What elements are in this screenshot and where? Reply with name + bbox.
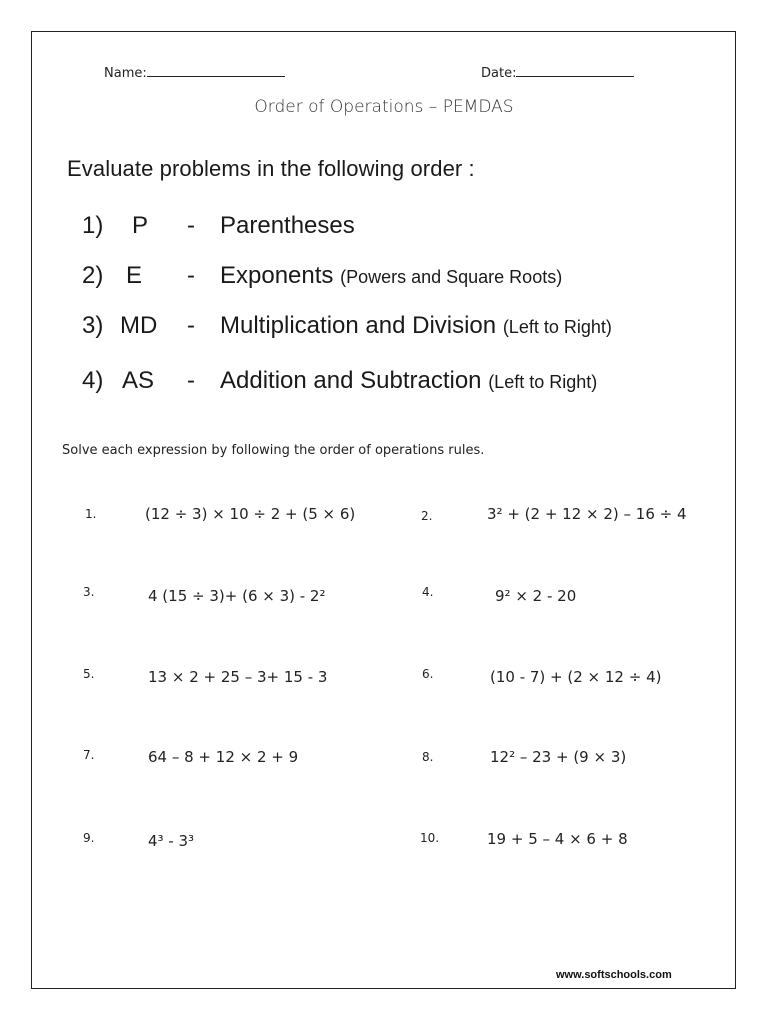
step-exponents xyxy=(82,262,722,292)
step-number: 3) xyxy=(82,312,104,339)
step-parentheses xyxy=(82,212,722,242)
problem-number: 4. xyxy=(422,585,434,599)
step-addition-subtraction xyxy=(82,367,722,397)
step-dash: - xyxy=(187,212,195,239)
problem-expression: (12 ÷ 3) × 10 ÷ 2 + (5 × 6) xyxy=(145,505,356,523)
step-name: Multiplication and Division (Left to Right) xyxy=(220,312,612,339)
problem-expression: 3² + (2 + 12 × 2) – 16 ÷ 4 xyxy=(487,505,687,523)
name-blank-line xyxy=(147,66,285,77)
date-blank-line xyxy=(516,66,634,77)
problem-number: 10. xyxy=(420,831,440,845)
date-label: Date: xyxy=(481,66,517,81)
name-field xyxy=(104,66,285,81)
problem-number: 3. xyxy=(83,585,95,599)
problem-number: 8. xyxy=(422,750,434,764)
step-note: (Powers and Square Roots) xyxy=(340,267,563,287)
step-note: (Left to Right) xyxy=(502,317,612,337)
step-number: 4) xyxy=(82,367,104,394)
solve-instruction: Solve each expression by following the order of operations rules. xyxy=(62,443,485,458)
problem-expression: 4 (15 ÷ 3)+ (6 × 3) - 2² xyxy=(148,587,326,605)
problem-number: 7. xyxy=(83,748,95,762)
step-letter: P xyxy=(132,212,149,239)
instruction-heading: Evaluate problems in the following order : xyxy=(67,156,475,181)
problem-expression: 13 × 2 + 25 – 3+ 15 - 3 xyxy=(148,668,328,686)
step-number: 2) xyxy=(82,262,104,289)
problem-expression: 12² – 23 + (9 × 3) xyxy=(490,748,627,766)
problem-expression: 64 – 8 + 12 × 2 + 9 xyxy=(148,748,299,766)
step-letter: E xyxy=(126,262,143,289)
name-label: Name: xyxy=(104,66,147,81)
problem-number: 9. xyxy=(83,831,95,845)
problem-expression: 9² × 2 - 20 xyxy=(495,587,577,605)
step-name: Exponents (Powers and Square Roots) xyxy=(220,262,563,289)
step-dash: - xyxy=(187,367,195,394)
step-note: (Left to Right) xyxy=(488,372,598,392)
step-letter: MD xyxy=(120,312,158,339)
date-field xyxy=(481,66,634,81)
step-letter: AS xyxy=(122,367,155,394)
step-dash: - xyxy=(187,262,195,289)
problem-number: 6. xyxy=(422,667,434,681)
step-multiplication-division xyxy=(82,312,722,342)
problem-expression: 4³ - 3³ xyxy=(148,832,195,850)
step-name: Parentheses xyxy=(220,212,355,239)
footer-url: www.softschools.com xyxy=(556,969,672,981)
problem-number: 2. xyxy=(421,509,433,523)
step-dash: - xyxy=(187,312,195,339)
problem-number: 1. xyxy=(85,507,97,521)
step-name: Addition and Subtraction (Left to Right) xyxy=(220,367,598,394)
problem-expression: (10 - 7) + (2 × 12 ÷ 4) xyxy=(490,668,662,686)
page-title: Order of Operations – PEMDAS xyxy=(254,97,514,117)
problem-number: 5. xyxy=(83,667,95,681)
step-number: 1) xyxy=(82,212,104,239)
problem-expression: 19 + 5 – 4 × 6 + 8 xyxy=(487,830,628,848)
